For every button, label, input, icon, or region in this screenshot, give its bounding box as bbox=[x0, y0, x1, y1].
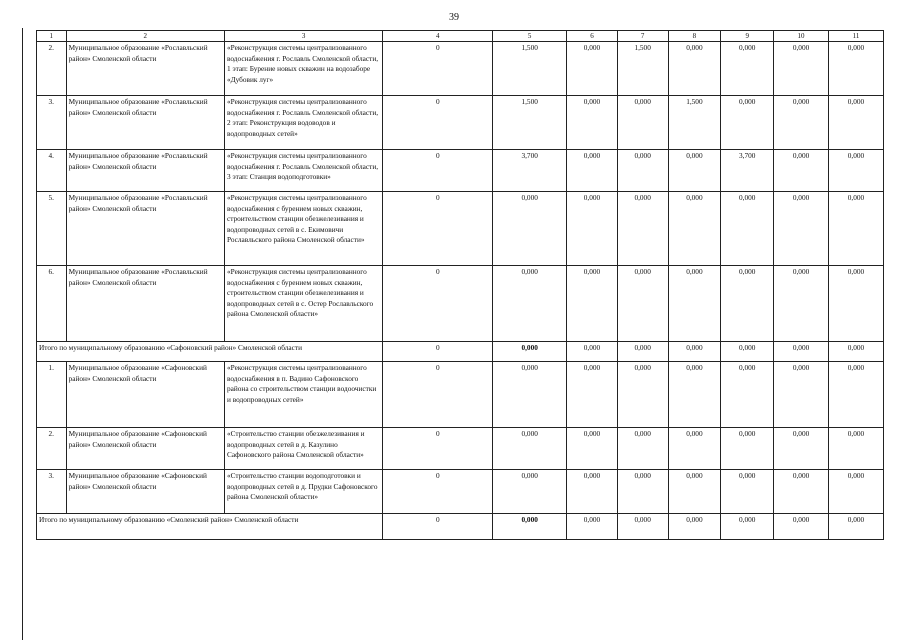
row-number-cell: 5. bbox=[37, 192, 67, 266]
value-cell: 0,000 bbox=[668, 342, 721, 362]
value-cell: 0,000 bbox=[774, 342, 829, 362]
value-cell: 0,000 bbox=[567, 192, 618, 266]
value-cell: 0,000 bbox=[617, 192, 668, 266]
table-row bbox=[37, 362, 884, 428]
value-cell: 0,000 bbox=[829, 96, 884, 150]
value-cell: 0,000 bbox=[567, 150, 618, 192]
organization-cell: Муниципальное образование «Рославльский район» Смоленской области bbox=[66, 192, 224, 266]
value-cell: 0,000 bbox=[774, 428, 829, 470]
value-cell: 0,000 bbox=[668, 266, 721, 342]
organization-cell: Муниципальное образование «Сафоновский район» Смоленской области bbox=[66, 470, 224, 514]
value-cell: 3,700 bbox=[721, 150, 774, 192]
value-cell: 0,000 bbox=[829, 362, 884, 428]
value-cell: 0 bbox=[383, 470, 493, 514]
value-cell: 0,000 bbox=[617, 150, 668, 192]
value-cell: 0,000 bbox=[774, 192, 829, 266]
organization-cell: Муниципальное образование «Сафоновский район» Смоленской области bbox=[66, 362, 224, 428]
data-table bbox=[36, 30, 884, 540]
project-description-cell: «Реконструкция системы централизованного водоснабжения г. Рославль Смоленской области, 1 этап: Бурение новых скважин на водозаборе «Дубовик луг» bbox=[224, 42, 382, 96]
value-cell: 0,000 bbox=[617, 266, 668, 342]
value-cell: 1,500 bbox=[493, 42, 567, 96]
value-cell: 0,000 bbox=[617, 96, 668, 150]
table-row bbox=[37, 266, 884, 342]
header-cell: 6 bbox=[567, 31, 618, 42]
value-cell: 0,000 bbox=[567, 470, 618, 514]
value-cell: 0,000 bbox=[617, 362, 668, 428]
value-cell: 0,000 bbox=[668, 470, 721, 514]
value-cell: 0,000 bbox=[829, 42, 884, 96]
value-cell: 0 bbox=[383, 150, 493, 192]
value-cell: 3,700 bbox=[493, 150, 567, 192]
value-cell: 0,000 bbox=[567, 266, 618, 342]
value-cell: 0,000 bbox=[668, 192, 721, 266]
value-cell: 0 bbox=[383, 266, 493, 342]
value-cell: 0,000 bbox=[617, 514, 668, 540]
header-cell: 11 bbox=[829, 31, 884, 42]
value-cell: 0,000 bbox=[493, 428, 567, 470]
row-number-cell: 3. bbox=[37, 96, 67, 150]
total-row bbox=[37, 342, 884, 362]
row-number-cell: 3. bbox=[37, 470, 67, 514]
table-row bbox=[37, 428, 884, 470]
organization-cell: Муниципальное образование «Рославльский район» Смоленской области bbox=[66, 266, 224, 342]
header-row bbox=[37, 31, 884, 42]
value-cell: 0,000 bbox=[829, 514, 884, 540]
organization-cell: Муниципальное образование «Рославльский район» Смоленской области bbox=[66, 42, 224, 96]
project-description-cell: «Строительство станции водоподготовки и водопроводных сетей в д. Прудки Сафоновского района Смоленской области» bbox=[224, 470, 382, 514]
table-row bbox=[37, 42, 884, 96]
value-cell: 0,000 bbox=[721, 428, 774, 470]
value-cell: 0,000 bbox=[493, 342, 567, 362]
value-cell: 0,000 bbox=[721, 514, 774, 540]
total-label-cell: Итого по муниципальному образованию «Сафоновский район» Смоленской области bbox=[37, 342, 383, 362]
value-cell: 0,000 bbox=[721, 192, 774, 266]
project-description-cell: «Строительство станции обезжелезивания и водопроводных сетей в д. Казулино Сафоновского района Смоленской области» bbox=[224, 428, 382, 470]
value-cell: 0,000 bbox=[829, 428, 884, 470]
value-cell: 0,000 bbox=[721, 96, 774, 150]
project-description-cell: «Реконструкция системы централизованного водоснабжения в п. Вадино Сафоновского района со строительством станции водоочистки и водопроводных сетей» bbox=[224, 362, 382, 428]
value-cell: 0,000 bbox=[829, 192, 884, 266]
value-cell: 0,000 bbox=[774, 362, 829, 428]
value-cell: 0,000 bbox=[721, 342, 774, 362]
value-cell: 0,000 bbox=[829, 342, 884, 362]
header-cell: 9 bbox=[721, 31, 774, 42]
header-cell: 3 bbox=[224, 31, 382, 42]
value-cell: 0 bbox=[383, 362, 493, 428]
value-cell: 0,000 bbox=[617, 342, 668, 362]
value-cell: 0,000 bbox=[493, 266, 567, 342]
value-cell: 0,000 bbox=[721, 470, 774, 514]
total-label-cell: Итого по муниципальному образованию «Смоленский район» Смоленской области bbox=[37, 514, 383, 540]
row-number-cell: 2. bbox=[37, 42, 67, 96]
value-cell: 0 bbox=[383, 428, 493, 470]
header-cell: 8 bbox=[668, 31, 721, 42]
value-cell: 0 bbox=[383, 96, 493, 150]
value-cell: 0 bbox=[383, 192, 493, 266]
value-cell: 0,000 bbox=[493, 362, 567, 428]
organization-cell: Муниципальное образование «Рославльский район» Смоленской области bbox=[66, 96, 224, 150]
organization-cell: Муниципальное образование «Сафоновский район» Смоленской области bbox=[66, 428, 224, 470]
value-cell: 0,000 bbox=[774, 514, 829, 540]
value-cell: 0,000 bbox=[668, 150, 721, 192]
binding-rule bbox=[22, 28, 23, 640]
value-cell: 0,000 bbox=[567, 42, 618, 96]
row-number-cell: 2. bbox=[37, 428, 67, 470]
header-cell: 7 bbox=[617, 31, 668, 42]
project-description-cell: «Реконструкция системы централизованного водоснабжения г. Рославль Смоленской области, 2 этап: Реконструкция водоводов и водопроводных сетей» bbox=[224, 96, 382, 150]
value-cell: 0,000 bbox=[721, 266, 774, 342]
value-cell: 0,000 bbox=[668, 42, 721, 96]
header-cell: 4 bbox=[383, 31, 493, 42]
project-description-cell: «Реконструкция системы централизованного водоснабжения с бурением новых скважин, строительством станции обезжелезивания и водопроводных сетей в с. Екимовичи Рославльского района Смоленской области» bbox=[224, 192, 382, 266]
value-cell: 0,000 bbox=[493, 514, 567, 540]
value-cell: 0 bbox=[383, 342, 493, 362]
value-cell: 0,000 bbox=[668, 514, 721, 540]
value-cell: 0,000 bbox=[493, 470, 567, 514]
value-cell: 0,000 bbox=[567, 428, 618, 470]
value-cell: 0,000 bbox=[617, 428, 668, 470]
value-cell: 0 bbox=[383, 42, 493, 96]
value-cell: 1,500 bbox=[668, 96, 721, 150]
page-number: 39 bbox=[449, 12, 459, 23]
value-cell: 0,000 bbox=[567, 514, 618, 540]
value-cell: 0,000 bbox=[617, 470, 668, 514]
header-cell: 5 bbox=[493, 31, 567, 42]
table-row bbox=[37, 470, 884, 514]
value-cell: 0,000 bbox=[829, 470, 884, 514]
value-cell: 1,500 bbox=[617, 42, 668, 96]
table-row bbox=[37, 150, 884, 192]
organization-cell: Муниципальное образование «Рославльский район» Смоленской области bbox=[66, 150, 224, 192]
row-number-cell: 1. bbox=[37, 362, 67, 428]
value-cell: 0,000 bbox=[493, 192, 567, 266]
row-number-cell: 6. bbox=[37, 266, 67, 342]
value-cell: 0,000 bbox=[774, 266, 829, 342]
value-cell: 0,000 bbox=[668, 428, 721, 470]
table-row bbox=[37, 192, 884, 266]
header-cell: 1 bbox=[37, 31, 67, 42]
row-number-cell: 4. bbox=[37, 150, 67, 192]
table-row bbox=[37, 96, 884, 150]
value-cell: 1,500 bbox=[493, 96, 567, 150]
value-cell: 0,000 bbox=[774, 42, 829, 96]
header-cell: 2 bbox=[66, 31, 224, 42]
value-cell: 0,000 bbox=[668, 362, 721, 428]
value-cell: 0,000 bbox=[721, 42, 774, 96]
value-cell: 0 bbox=[383, 514, 493, 540]
value-cell: 0,000 bbox=[774, 470, 829, 514]
value-cell: 0,000 bbox=[774, 96, 829, 150]
header-cell: 10 bbox=[774, 31, 829, 42]
total-row bbox=[37, 514, 884, 540]
value-cell: 0,000 bbox=[567, 342, 618, 362]
project-description-cell: «Реконструкция системы централизованного водоснабжения с бурением новых скважин, строительством станции обезжелезивания и водопроводных сетей в с. Остер Рославльского района Смоленской области» bbox=[224, 266, 382, 342]
project-description-cell: «Реконструкция системы централизованного водоснабжения г. Рославль Смоленской области, 3 этап: Станция водоподготовки» bbox=[224, 150, 382, 192]
value-cell: 0,000 bbox=[721, 362, 774, 428]
value-cell: 0,000 bbox=[829, 150, 884, 192]
value-cell: 0,000 bbox=[774, 150, 829, 192]
value-cell: 0,000 bbox=[829, 266, 884, 342]
value-cell: 0,000 bbox=[567, 362, 618, 428]
value-cell: 0,000 bbox=[567, 96, 618, 150]
